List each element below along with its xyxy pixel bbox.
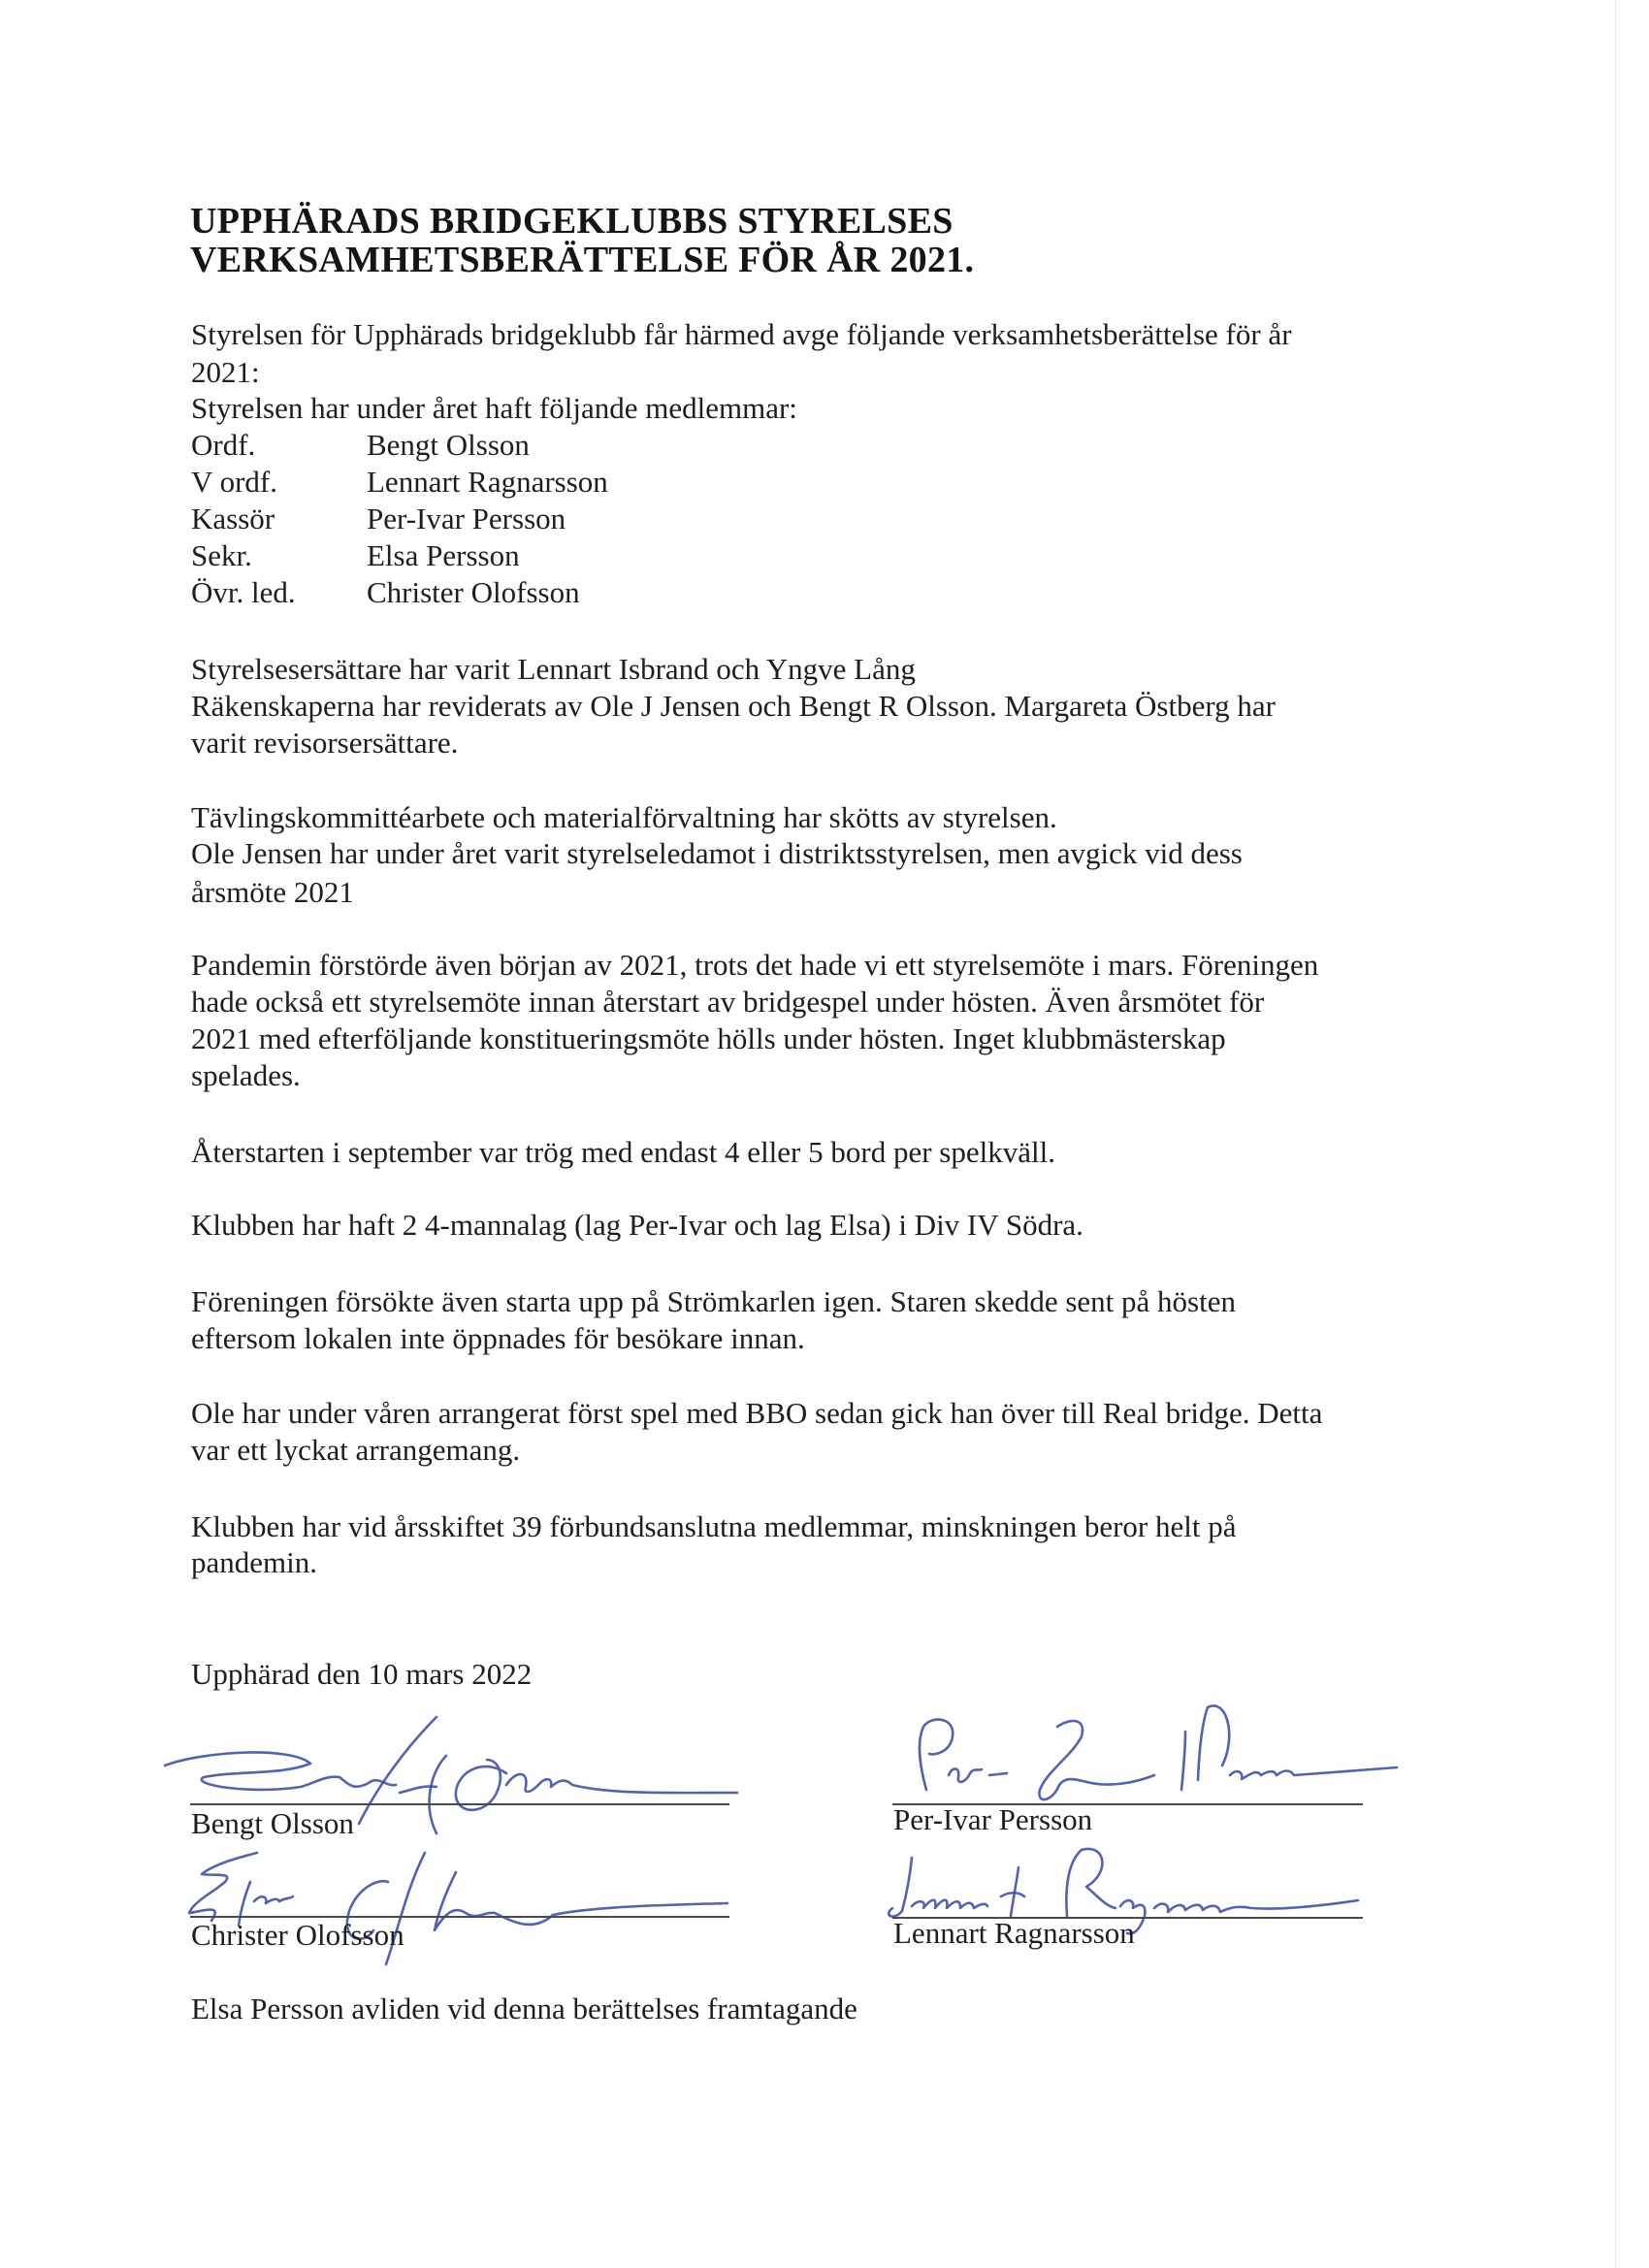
paragraph-line: 2021 med efterföljande konstitueringsmöte hölls under hösten. Inget klubbmästerskap (191, 1021, 1226, 1055)
paragraph-line: Räkenskaperna har reviderats av Ole J Jensen och Bengt R Olsson. Margareta Östberg har (191, 689, 1276, 723)
signatory-name: Per-Ivar Persson (893, 1802, 1093, 1836)
paragraph-line: Återstarten i september var trög med endast 4 eller 5 bord per spelkväll. (191, 1135, 1055, 1169)
board-role: V ordf. (191, 465, 277, 499)
document-title-line-1: UPPHÄRADS BRIDGEKLUBBS STYRELSES (190, 201, 954, 242)
signatory-name: Christer Olofsson (191, 1918, 404, 1952)
paragraph-line: Styrelsesersättare har varit Lennart Isbrand och Yngve Lång (191, 652, 916, 686)
paragraph-line: eftersom lokalen inte öppnades för besökare innan. (191, 1321, 805, 1355)
footnote: Elsa Persson avliden vid denna berättelses framtagande (191, 1992, 857, 2025)
paragraph-line: Ole Jensen har under året varit styrelseledamot i distriktsstyrelsen, men avgick vid dess (191, 836, 1243, 870)
board-role: Sekr. (191, 538, 252, 572)
paragraph-line: Klubben har haft 2 4-mannalag (lag Per-Ivar och lag Elsa) i Div IV Södra. (191, 1208, 1083, 1242)
intro-line: Styrelsen har under året haft följande medlemmar: (191, 391, 797, 425)
paragraph-line: var ett lyckat arrangemang. (191, 1433, 521, 1467)
scan-edge (1615, 0, 1616, 2268)
intro-line: Styrelsen för Upphärads bridgeklubb får härmed avge följande verksamhetsberättelse för år (191, 317, 1292, 351)
paragraph-line: pandemin. (191, 1545, 317, 1579)
signatory-name: Lennart Ragnarsson (893, 1916, 1135, 1950)
paragraph-line: Föreningen försökte även starta upp på Strömkarlen igen. Staren skedde sent på hösten (191, 1284, 1236, 1318)
board-role: Kassör (191, 502, 275, 535)
paragraph-line: Tävlingskommittéarbete och materialförvaltning har skötts av styrelsen. (191, 800, 1057, 834)
paragraph-line: Klubben har vid årsskiftet 39 förbundsanslutna medlemmar, minskningen beror helt på (191, 1509, 1237, 1543)
place-date: Upphärad den 10 mars 2022 (191, 1657, 533, 1691)
board-member-name: Christer Olofsson (367, 575, 580, 609)
board-member-name: Bengt Olsson (367, 428, 530, 462)
paragraph-line: varit revisorsersättare. (191, 726, 459, 760)
board-member-name: Per-Ivar Persson (367, 502, 566, 535)
board-member-name: Lennart Ragnarsson (367, 465, 608, 499)
board-role: Övr. led. (191, 575, 296, 609)
paragraph-line: spelades. (191, 1058, 301, 1092)
intro-line: 2021: (191, 355, 260, 389)
signatory-name: Bengt Olsson (191, 1806, 354, 1840)
board-role: Ordf. (191, 428, 256, 462)
paragraph-line: hade också ett styrelsemöte innan återstart av bridgespel under hösten. Även årsmötet för (191, 985, 1265, 1019)
paragraph-line: Ole har under våren arrangerat först spel med BBO sedan gick han över till Real bridge. Detta (191, 1396, 1323, 1430)
paragraph-line: årsmöte 2021 (191, 875, 354, 909)
paragraph-line: Pandemin förstörde även början av 2021, trots det hade vi ett styrelsemöte i mars. Föreningen (191, 948, 1319, 982)
board-member-name: Elsa Persson (367, 538, 520, 572)
document-title-line-2: VERKSAMHETSBERÄTTELSE FÖR ÅR 2021. (190, 240, 975, 280)
